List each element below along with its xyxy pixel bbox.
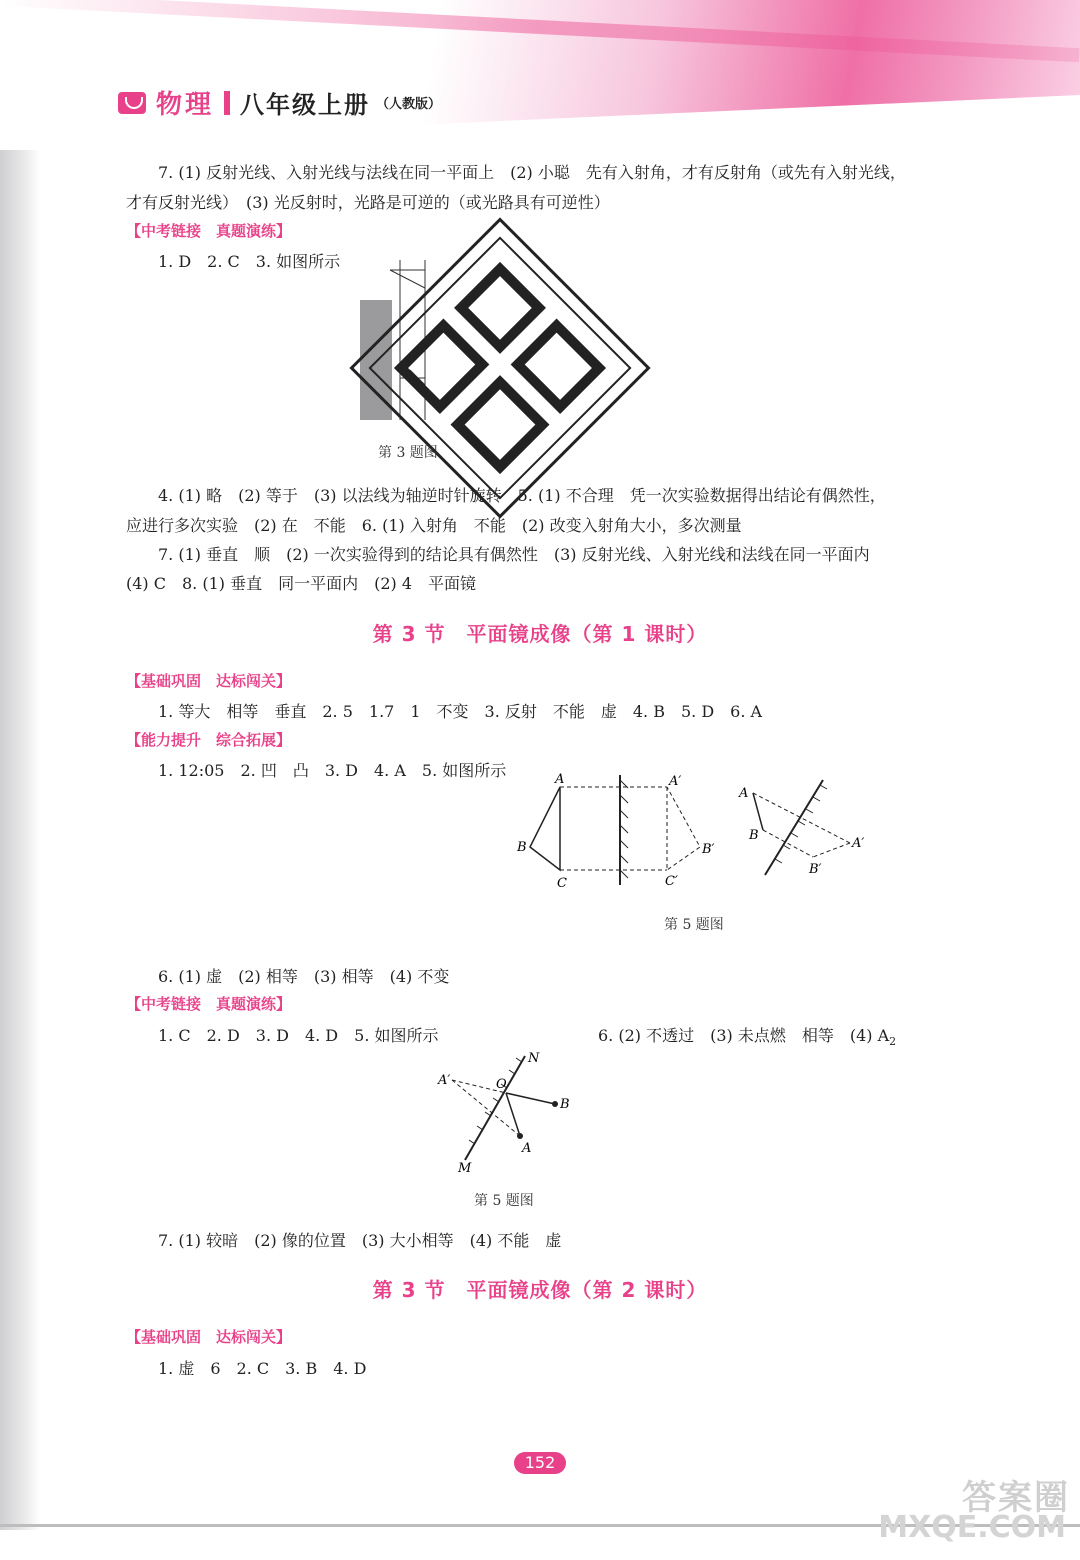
answer-line: 1. 12:05 2. 凹 凸 3. D 4. A 5. 如图所示 (158, 761, 507, 780)
answer-line: 7. (1) 垂直 顺 (2) 一次实验得到的结论具有偶然性 (3) 反射光线、入射光线和法线在同一平面内 (158, 545, 870, 564)
subscript: 2 (889, 1035, 897, 1049)
answer-line: 才有反射光线） (3) 光反射时，光路是可逆的（或光路具有可逆性） (126, 193, 610, 212)
label-m: M (458, 1161, 472, 1176)
section-tag: 【基础巩固 达标闯关】 (126, 672, 292, 690)
answer-line: 7. (1) 反射光线、入射光线与法线在同一平面上 (2) 小聪 先有入射角，才有反射角（或先有入射光线， (158, 163, 906, 182)
ray (506, 1093, 520, 1136)
stamp-glyph (518, 326, 599, 407)
header-divider (224, 91, 230, 115)
page-header (118, 84, 441, 121)
figure-5b-reflection (430, 1048, 580, 1178)
label-o: O (496, 1077, 507, 1092)
mirror-mn (465, 1056, 525, 1160)
answer-line: 1. 等大 相等 垂直 2. 5 1.7 1 不变 3. 反射 不能 虚 4. B 5. D 6. A (158, 702, 763, 721)
label-a-prime: A′ (852, 836, 865, 851)
triangle-abc (530, 787, 560, 870)
mirror-hatching (775, 785, 827, 863)
book-logo-icon (118, 92, 146, 114)
figure-caption: 第 5 题图 (474, 1193, 534, 1209)
label-b: B (749, 828, 759, 843)
answer-line: 1. C 2. D 3. D 4. D 5. 如图所示 (158, 1026, 439, 1045)
label-c: C (557, 876, 567, 891)
watermark-url: MXQE.COM (878, 1510, 1066, 1545)
answer-line: (4) C 8. (1) 垂直 同一平面内 (2) 4 平面镜 (126, 574, 477, 593)
dashed-line (763, 830, 813, 857)
ray (506, 1093, 555, 1104)
answer-line: 4. (1) 略 (2) 等于 (3) 以法线为轴逆时针旋转 5. (1) 不合理 凭一次实验数据得出结论有偶然性， (158, 486, 886, 505)
label-a: A (555, 772, 565, 787)
label-b-prime: B′ (809, 862, 822, 877)
mirror-hatching (620, 780, 628, 878)
label-a: A (522, 1141, 532, 1156)
section-tag: 【中考链接 真题演练】 (126, 222, 292, 240)
figure-caption: 第 3 题图 (378, 445, 438, 461)
label-b-prime: B′ (702, 842, 715, 857)
label-c-prime: C′ (665, 874, 678, 889)
stamp-glyph (458, 382, 543, 467)
segment-ab (753, 793, 763, 830)
section-tag: 【能力提升 综合拓展】 (126, 731, 292, 749)
section-tag: 【基础巩固 达标闯关】 (126, 1328, 292, 1346)
point-b (552, 1101, 558, 1107)
seal-stamp (330, 218, 670, 518)
page-edge-shadow (0, 150, 40, 1530)
figure-5a-segment-mirror (735, 775, 875, 885)
edition-label: （人教版） (376, 97, 442, 112)
subject-title: 物理 (156, 90, 215, 120)
label-a-prime: A′ (438, 1073, 451, 1088)
label-a: A (739, 786, 749, 801)
watermark-logo: 答案圈 (962, 1478, 1070, 1518)
answer-line: 1. 虚 6 2. C 3. B 4. D (158, 1359, 367, 1378)
figure-caption: 第 5 题图 (664, 917, 724, 933)
figure-5a-triangle-mirror (515, 772, 735, 895)
point-a (517, 1133, 523, 1139)
mirror-surface (765, 780, 823, 875)
image-triangle (667, 787, 700, 870)
answer-line: 6. (1) 虚 (2) 相等 (3) 相等 (4) 不变 (158, 967, 450, 986)
label-a-prime: A′ (669, 774, 682, 789)
grade-title: 八年级上册 (240, 91, 371, 119)
section-tag: 【中考链接 真题演练】 (126, 995, 292, 1013)
answer-line (598, 1023, 896, 1048)
page-number: 152 (514, 1452, 566, 1474)
label-n: N (528, 1051, 540, 1066)
answer-line: 1. D 2. C 3. 如图所示 (158, 252, 341, 271)
section-title: 第 3 节 平面镜成像（第 2 课时） (372, 1278, 708, 1302)
label-b: B (517, 840, 527, 855)
answer-line: 7. (1) 较暗 (2) 像的位置 (3) 大小相等 (4) 不能 虚 (158, 1231, 562, 1250)
stamp-glyph (461, 269, 539, 347)
section-title: 第 3 节 平面镜成像（第 1 课时） (372, 622, 708, 646)
label-b: B (560, 1097, 570, 1112)
stamp-glyph (401, 326, 482, 407)
dashed-line (753, 793, 850, 843)
answer-text: 6. (2) 不透过 (3) 未点燃 相等 (4) A (598, 1026, 890, 1045)
image-segment (813, 843, 850, 857)
answer-line: 应进行多次实验 (2) 在 不能 6. (1) 入射角 不能 (2) 改变入射角大小，多次测量 (126, 516, 742, 535)
